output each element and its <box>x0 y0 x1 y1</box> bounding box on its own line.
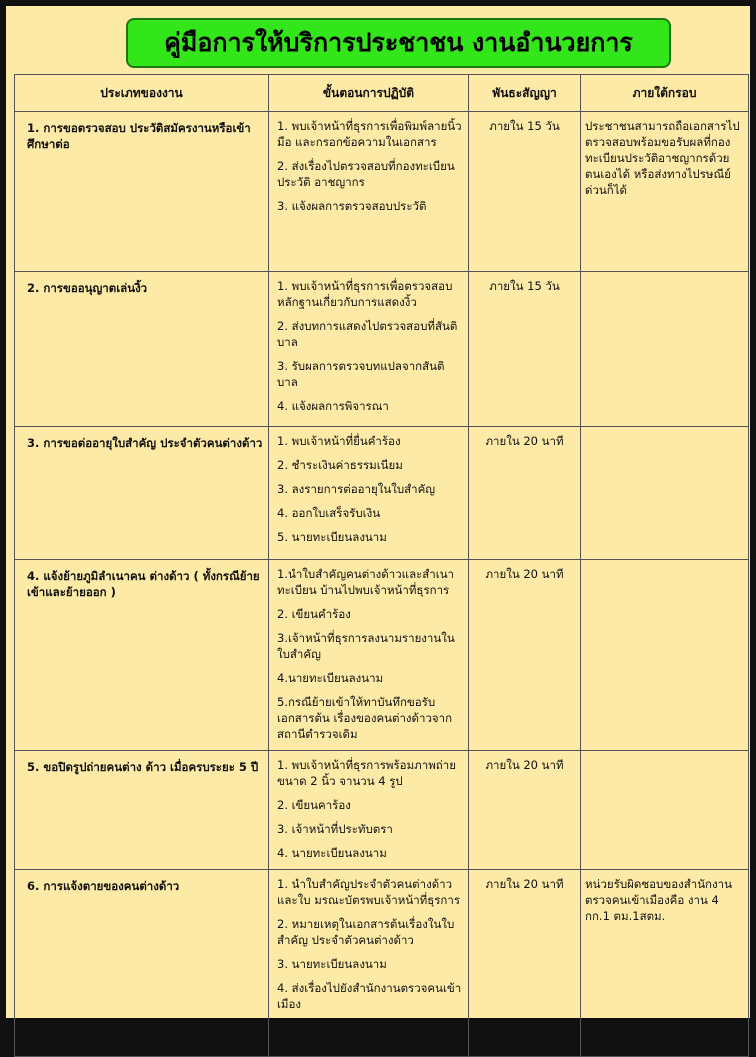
title-banner <box>126 18 671 68</box>
step-item: 4. แจ้งผลการพิจารณา <box>277 399 389 413</box>
page-title: คู่มือการให้บริการประชาชน งานอำนวยการ <box>164 28 633 57</box>
row-steps <box>269 427 469 560</box>
row-frame: หน่วยรับผิดชอบของสำนักงานตรวจคนเข้าเมืองคือ งาน 4 กก.1 ตม.1สตม. <box>581 870 749 1057</box>
header-commitment: พันธะสัญญา <box>469 75 581 112</box>
header-frame: ภายใต้กรอบ <box>581 75 749 112</box>
step-item: 2. ส่งเรื่องไปตรวจสอบที่กองทะเบียนประวัติ อาชญากร <box>277 159 455 189</box>
manual-page <box>6 6 750 1018</box>
table-row <box>15 560 749 751</box>
row-type: 6. การแจ้งตายของคนต่างด้าว <box>15 870 269 1057</box>
step-item: 3. นายทะเบียนลงนาม <box>277 957 387 971</box>
header-steps: ขั้นตอนการปฏิบัติ <box>269 75 469 112</box>
step-item: 2. เขียนคำร้อง <box>277 607 351 621</box>
table-header-row <box>15 75 749 112</box>
row-commitment: ภายใน 15 วัน <box>469 112 581 272</box>
row-frame <box>581 427 749 560</box>
row-steps <box>269 560 469 751</box>
table-row <box>15 112 749 272</box>
row-commitment: ภายใน 20 นาที <box>469 751 581 870</box>
row-steps <box>269 272 469 427</box>
step-item: 1. พบเจ้าหน้าที่ธุรการเพื่อตรวจสอบหลักฐานเกี่ยวกับการแสดงงิ้ว <box>277 279 453 309</box>
table-row <box>15 272 749 427</box>
row-steps <box>269 112 469 272</box>
row-frame <box>581 560 749 751</box>
step-item: 3. ลงรายการต่ออายุในใบสำคัญ <box>277 482 436 496</box>
step-item: 1.นำใบสำคัญคนต่างด้าวและสำเนาทะเบียน บ้านไปพบเจ้าหน้าที่ธุรการ <box>277 567 455 597</box>
step-item: 1. พบเจ้าหน้าที่ธุรการเพื่อพิมพ์ลายนิ้วมือ และกรอกข้อความในเอกสาร <box>277 119 462 149</box>
step-item: 3. แจ้งผลการตรวจสอบประวัติ <box>277 199 427 213</box>
step-item: 2. ส่งบทการแสดงไปตรวจสอบที่สันติบาล <box>277 319 458 349</box>
step-item: 3. เจ้าหน้าที่ประทับตรา <box>277 822 393 836</box>
row-commitment: ภายใน 15 วัน <box>469 272 581 427</box>
step-item: 2. หมายเหตุในเอกสารต้นเรื่องในใบสำคัญ ประจำตัวคนต่างด้าว <box>277 917 455 947</box>
step-item: 4. ส่งเรื่องไปยังสำนักงานตรวจคนเข้าเมือง <box>277 981 462 1011</box>
service-table <box>14 74 749 1057</box>
row-type: 2. การขออนุญาตเล่นงิ้ว <box>15 272 269 427</box>
row-commitment: ภายใน 20 นาที <box>469 560 581 751</box>
step-item: 3.เจ้าหน้าที่ธุรการลงนามรายงานในใบสำคัญ <box>277 631 455 661</box>
step-item: 4. ออกใบเสร็จรับเงิน <box>277 506 381 520</box>
header-type: ประเภทของงาน <box>15 75 269 112</box>
step-item: 5. นายทะเบียนลงนาม <box>277 530 387 544</box>
step-item: 2. ชำระเงินค่าธรรมเนียม <box>277 458 403 472</box>
row-type: 1. การขอตรวจสอบ ประวัติสมัครงานหรือเข้าศึกษาต่อ <box>15 112 269 272</box>
row-frame <box>581 272 749 427</box>
row-commitment: ภายใน 20 นาที <box>469 427 581 560</box>
step-item: 5.กรณีย้ายเข้าให้ทาบันทึกขอรับเอกสารต้น เรื่องของคนต่างด้าวจากสถานีตำรวจเดิม <box>277 695 453 741</box>
step-item: 1. นำใบสำคัญประจำตัวคนต่างด้าวและใบ มรณะบัตรพบเจ้าหน้าที่ธุรการ <box>277 877 461 907</box>
step-item: 4. นายทะเบียนลงนาม <box>277 846 387 860</box>
step-item: 2. เขียนคาร้อง <box>277 798 351 812</box>
step-item: 1. พบเจ้าหน้าที่ยื่นคำร้อง <box>277 434 401 448</box>
row-commitment: ภายใน 20 นาที <box>469 870 581 1057</box>
step-item: 4.นายทะเบียนลงนาม <box>277 671 384 685</box>
table-row <box>15 870 749 1057</box>
step-item: 1. พบเจ้าหน้าที่ธุรการพร้อมภาพถ่ายขนาด 2 นิ้ว จานวน 4 รูป <box>277 758 456 788</box>
row-type: 4. แจ้งย้ายภูมิลำเนาคน ต่างด้าว ( ทั้งกรณีย้าย เข้าและย้ายออก ) <box>15 560 269 751</box>
row-steps <box>269 751 469 870</box>
row-steps <box>269 870 469 1057</box>
row-type: 3. การขอต่ออายุใบสำคัญ ประจำตัวคนต่างด้าว <box>15 427 269 560</box>
row-frame <box>581 751 749 870</box>
table-row <box>15 427 749 560</box>
row-type: 5. ขอปิดรูปถ่ายคนต่าง ด้าว เมื่อครบระยะ 5 ปี <box>15 751 269 870</box>
step-item: 3. รับผลการตรวจบทแปลจากสันติบาล <box>277 359 445 389</box>
row-frame: ประชาชนสามารถถือเอกสารไปตรวจสอบพร้อมขอรับผลที่กองทะเบียนประวัติอาชญากรด้วยตนเองได้ หรือส่งทางไปรษณีย์ด่วนก็ได้ <box>581 112 749 272</box>
table-row <box>15 751 749 870</box>
